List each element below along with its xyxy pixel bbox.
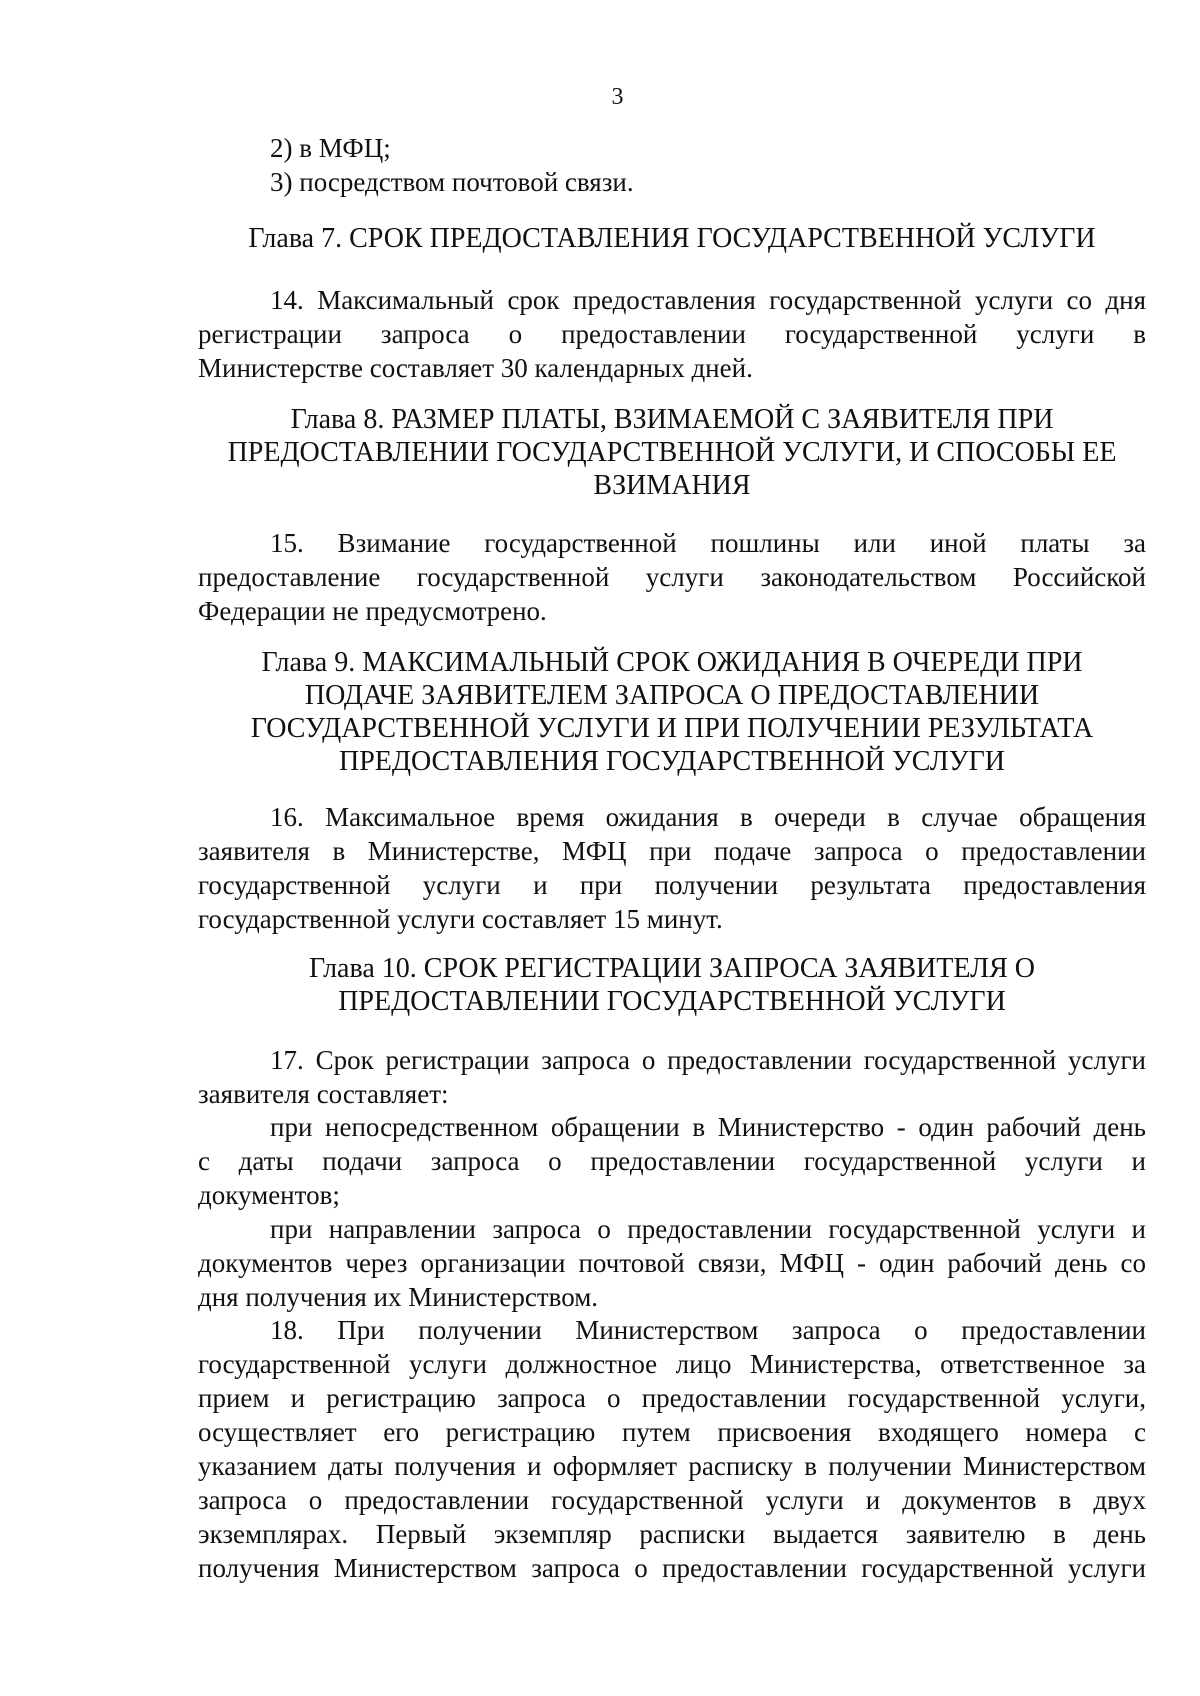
text-line: предоставление государственной услуги законодательством Российской <box>198 562 1146 592</box>
chapter-10-title <box>198 952 1146 1018</box>
heading-line: Глава 8. РАЗМЕР ПЛАТЫ, ВЗИМАЕМОЙ С ЗАЯВИТЕЛЯ ПРИ <box>290 404 1054 435</box>
text-line: прием и регистрацию запроса о предоставлении государственной услуги, <box>198 1383 1146 1413</box>
heading-line: Глава 9. МАКСИМАЛЬНЫЙ СРОК ОЖИДАНИЯ В ОЧЕРЕДИ ПРИ <box>261 647 1083 678</box>
heading-line: ГОСУДАРСТВЕННОЙ УСЛУГИ И ПРИ ПОЛУЧЕНИИ РЕЗУЛЬТАТА <box>250 713 1094 744</box>
text-line: заявителя в Министерстве, МФЦ при подаче запроса о предоставлении <box>198 836 1146 866</box>
text-line: 16. Максимальное время ожидания в очереди в случае обращения <box>270 802 1146 832</box>
page-number: 3 <box>611 84 624 110</box>
paragraph-14 <box>198 283 1146 385</box>
heading-line: ПРЕДОСТАВЛЕНИИ ГОСУДАРСТВЕННОЙ УСЛУГИ, И СПОСОБЫ ЕЕ <box>227 437 1117 468</box>
paragraph-15 <box>198 526 1146 628</box>
text-line: 15. Взимание государственной пошлины или иной платы за <box>270 528 1146 558</box>
paragraph-17-item-b <box>198 1212 1146 1314</box>
text-line: с даты подачи запроса о предоставлении государственной услуги и <box>198 1146 1146 1176</box>
paragraph-17-item-a <box>198 1110 1146 1212</box>
chapter-9-title <box>198 646 1146 778</box>
text-line: осуществляет его регистрацию путем присвоения входящего номера с <box>198 1417 1146 1447</box>
list-item: 2) в МФЦ; <box>270 133 391 163</box>
text-line: 14. Максимальный срок предоставления государственной услуги со дня <box>270 285 1146 315</box>
text-line: государственной услуги должностное лицо Министерства, ответственное за <box>198 1349 1146 1379</box>
text-line: при непосредственном обращении в Министерство - один рабочий день <box>270 1112 1146 1142</box>
text-line: дня получения их Министерством. <box>198 1282 599 1312</box>
chapter-8-title <box>198 403 1146 502</box>
chapter-7-title <box>198 222 1146 255</box>
text-line: 17. Срок регистрации запроса о предоставлении государственной услуги <box>270 1045 1146 1075</box>
text-line: при направлении запроса о предоставлении государственной услуги и <box>270 1214 1146 1244</box>
heading-line: ВЗИМАНИЯ <box>593 470 751 501</box>
heading-line: ПРЕДОСТАВЛЕНИИ ГОСУДАРСТВЕННОЙ УСЛУГИ <box>338 986 1006 1017</box>
paragraph-17 <box>198 1043 1146 1111</box>
text-line: Министерстве составляет 30 календарных дней. <box>198 353 753 383</box>
text-line: 18. При получении Министерством запроса о предоставлении <box>270 1315 1146 1345</box>
text-line: Федерации не предусмотрено. <box>198 596 547 626</box>
heading-line: Глава 10. СРОК РЕГИСТРАЦИИ ЗАПРОСА ЗАЯВИТЕЛЯ О <box>309 953 1035 984</box>
text-line: государственной услуги составляет 15 минут. <box>198 904 723 934</box>
paragraph-18 <box>198 1313 1146 1585</box>
heading-line: ПОДАЧЕ ЗАЯВИТЕЛЕМ ЗАПРОСА О ПРЕДОСТАВЛЕНИИ <box>304 680 1040 711</box>
text-line: документов; <box>198 1180 340 1210</box>
list-item: 3) посредством почтовой связи. <box>270 167 634 197</box>
text-line: документов через организации почтовой связи, МФЦ - один рабочий день со <box>198 1248 1146 1278</box>
text-line: указанием даты получения и оформляет расписку в получении Министерством <box>198 1451 1146 1481</box>
text-line: заявителя составляет: <box>198 1079 449 1109</box>
text-line: государственной услуги и при получении результата предоставления <box>198 870 1146 900</box>
text-line: запроса о предоставлении государственной услуги и документов в двух <box>198 1485 1146 1515</box>
text-line: экземплярах. Первый экземпляр расписки выдается заявителю в день <box>198 1519 1146 1549</box>
text-line: получения Министерством запроса о предоставлении государственной услуги <box>198 1553 1146 1583</box>
heading-line: Глава 7. СРОК ПРЕДОСТАВЛЕНИЯ ГОСУДАРСТВЕННОЙ УСЛУГИ <box>248 223 1096 254</box>
paragraph-16 <box>198 800 1146 936</box>
heading-line: ПРЕДОСТАВЛЕНИЯ ГОСУДАРСТВЕННОЙ УСЛУГИ <box>338 746 1006 777</box>
text-line: регистрации запроса о предоставлении государственной услуги в <box>198 319 1146 349</box>
